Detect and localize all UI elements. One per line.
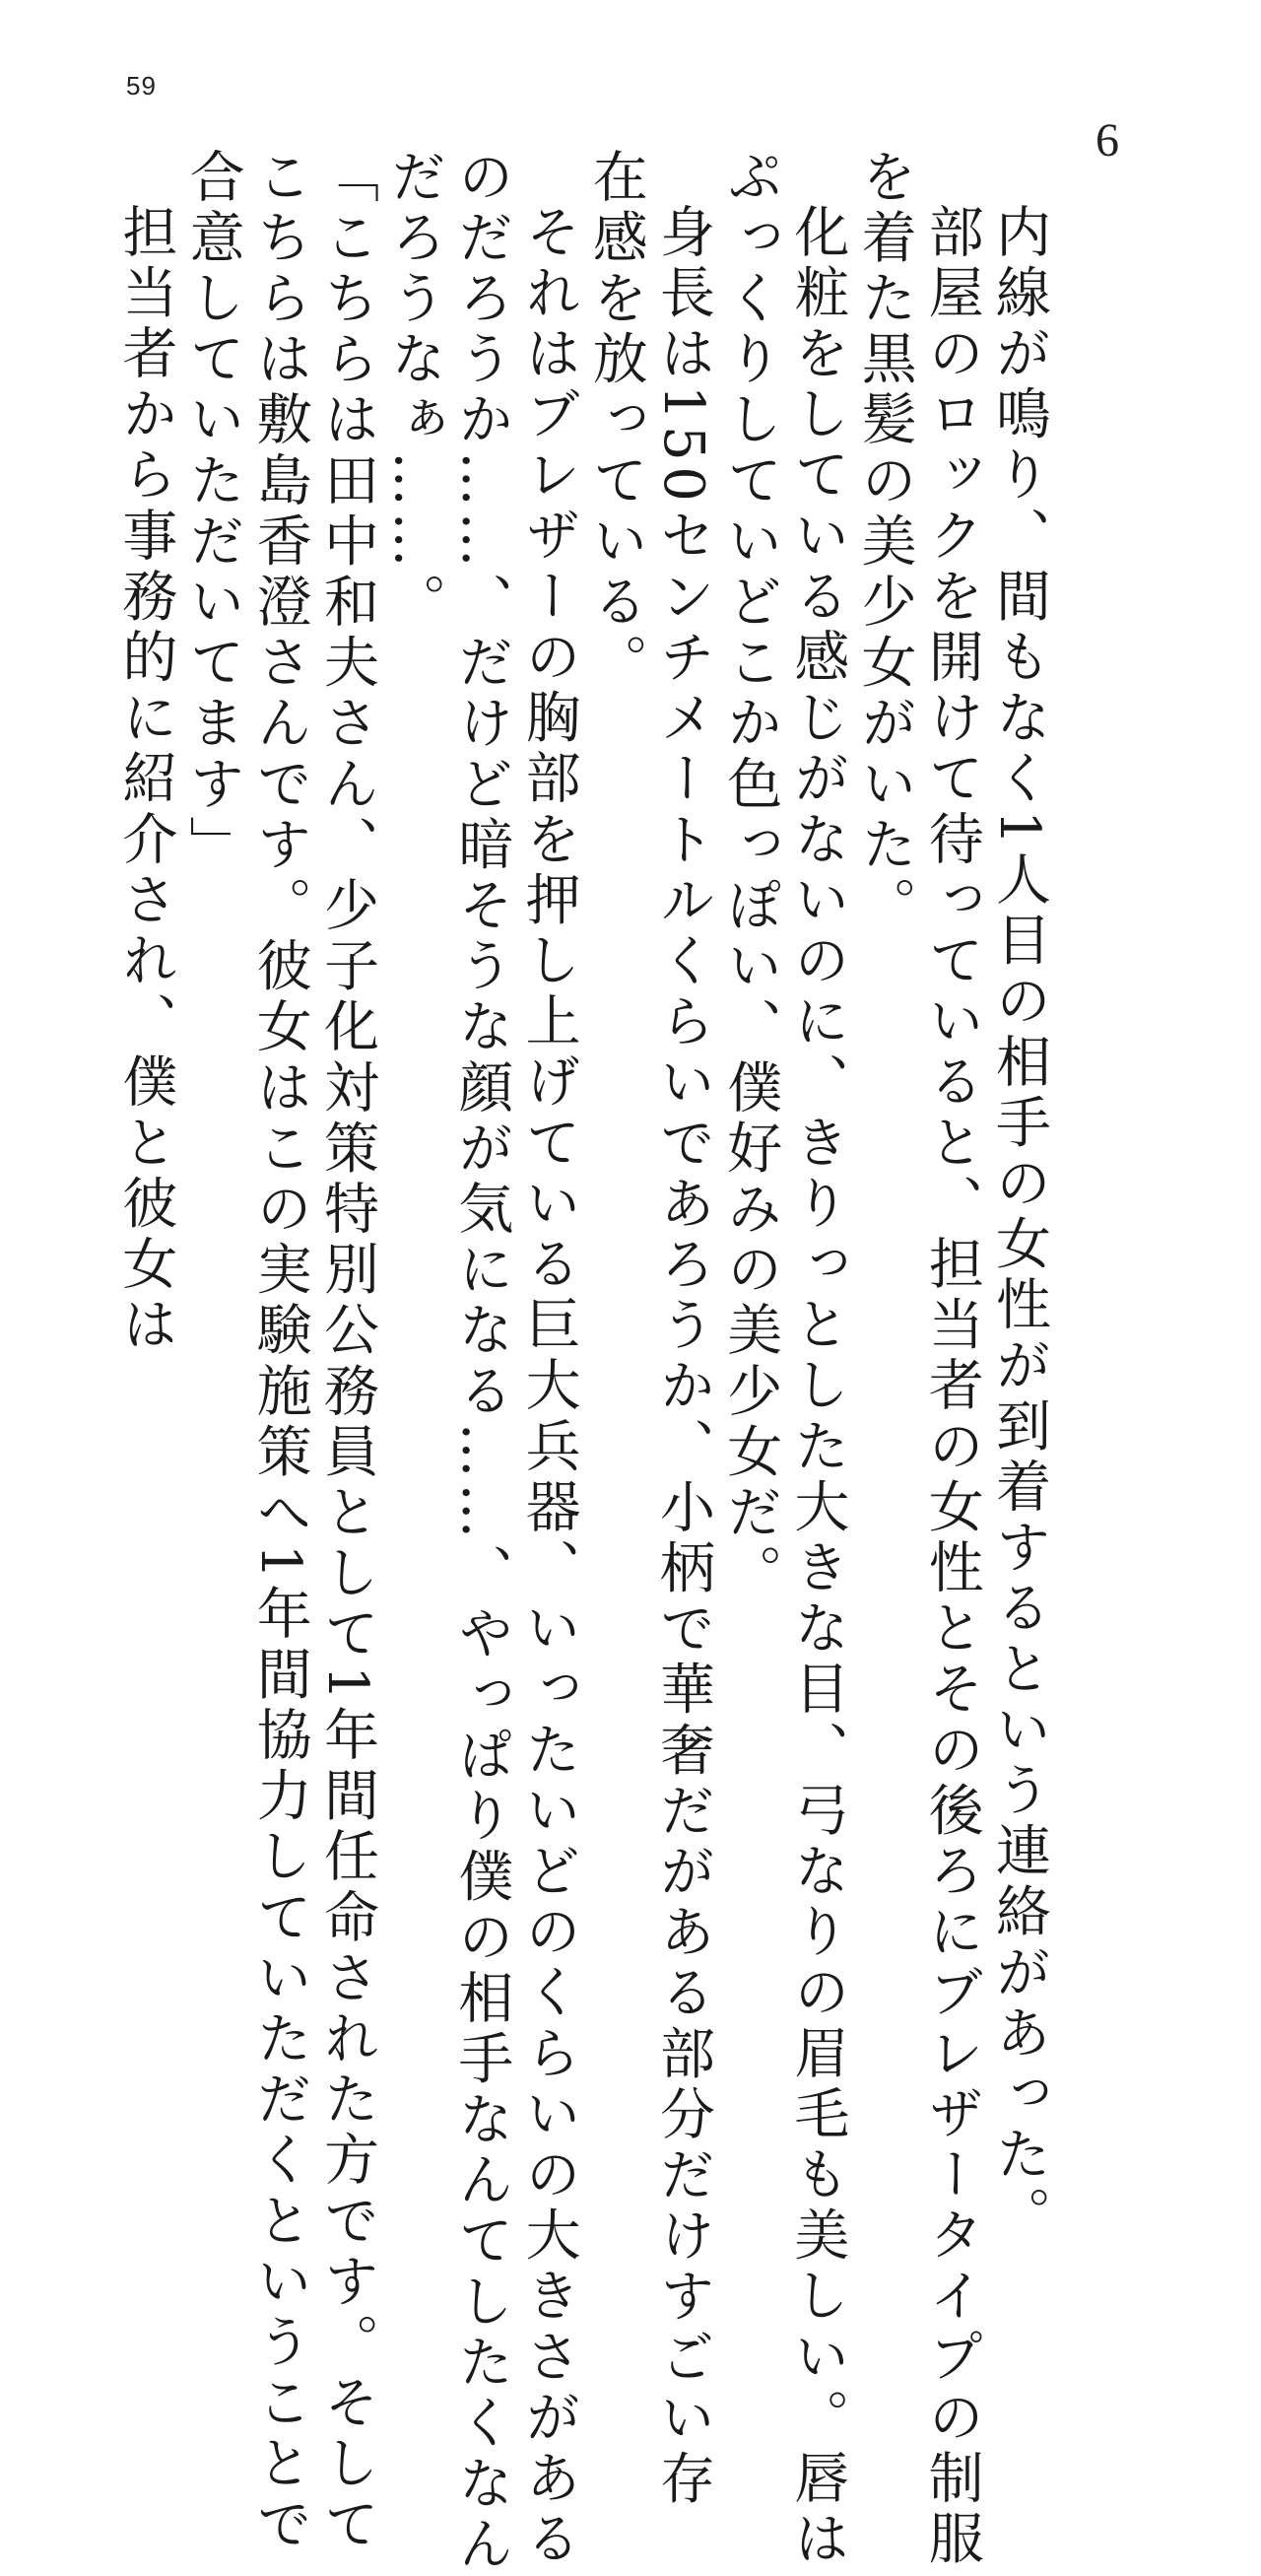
text-line: のだろうか……、だけど暗そうな顔が気になる……、やっぱり僕の相手なんてしたくなん bbox=[449, 148, 514, 2576]
text-line: 担当者から事務的に紹介され、僕と彼女は bbox=[113, 203, 178, 1357]
text-line: 「こちらは田中和夫さん、少子化対策特別公務員として1年間任命された方です。そして bbox=[314, 148, 379, 2556]
text-line: 身長は150センチメートルくらいであろうか、小柄で華奢だがある部分だけすごい存 bbox=[650, 203, 715, 2511]
body-text bbox=[111, 148, 1052, 2576]
page-number: 59 bbox=[126, 71, 157, 101]
text-line: 在感を放っている。 bbox=[583, 148, 648, 695]
text-line: 合意していただいてます」 bbox=[180, 148, 245, 877]
text-line: 化粧をしている感じがないのに、きりっとした大きな目、弓なりの眉毛も美しい。唇は bbox=[785, 203, 850, 2571]
text-line: ぷっくりしていどこか色っぽい、僕好みの美少女だ。 bbox=[718, 148, 783, 1605]
text-line: 内線が鳴り、間もなく1人目の相手の女性が到着するという連絡があった。 bbox=[987, 203, 1051, 2248]
text-line: それはブレザーの胸部を押し上げている巨大兵器、いったいどのくらいの大きさがある bbox=[516, 203, 581, 2571]
text-line: 部屋のロックを開けて待っていると、担当者の女性とその後ろにブレザータイプの制服 bbox=[919, 203, 984, 2571]
text-line: を着た黒髪の美少女がいた。 bbox=[852, 148, 917, 937]
text-line: だろうなぁ……。 bbox=[382, 148, 447, 634]
chapter-number: 6 bbox=[1095, 114, 1119, 167]
text-line: こちらは敷島香澄さんです。彼女はこの実験施策へ1年間協力していただくということで bbox=[247, 148, 312, 2556]
